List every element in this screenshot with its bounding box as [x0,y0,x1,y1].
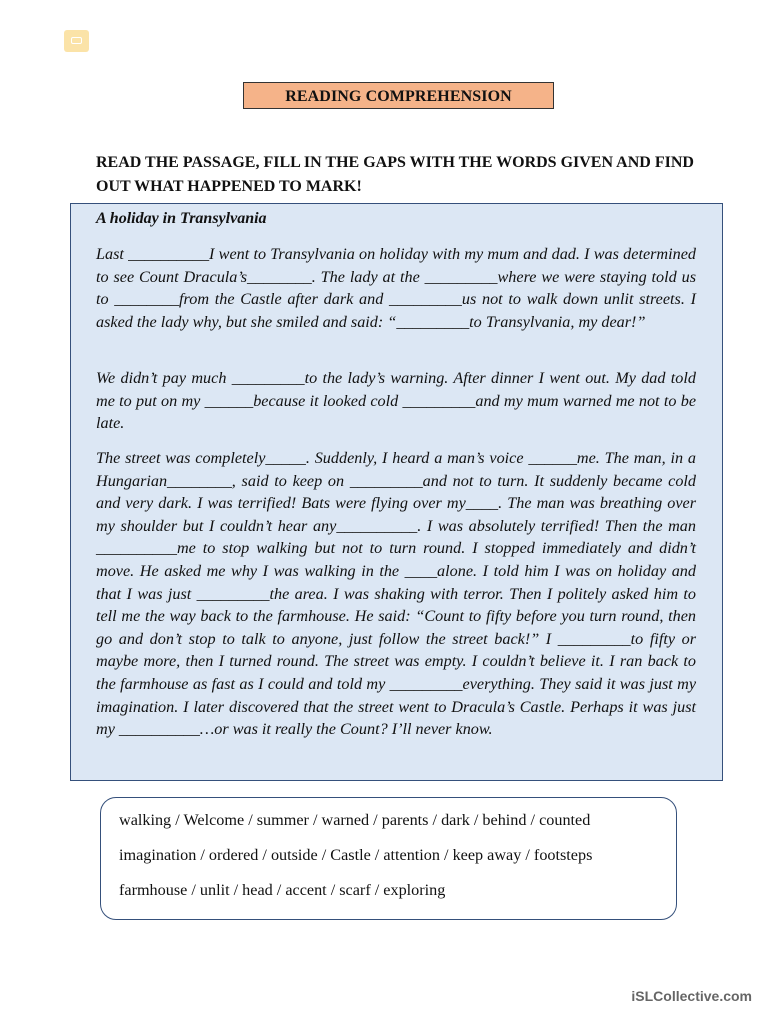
word-bank-line-1: walking / Welcome / summer / warned / parents / dark / behind / counted [119,811,591,829]
instructions: READ THE PASSAGE, FILL IN THE GAPS WITH THE WORDS GIVEN AND FIND OUT WHAT HAPPENED TO MARK! [96,154,694,195]
worksheet-title: READING COMPREHENSION [243,82,554,109]
passage-paragraph-3: The street was completely_____. Suddenly, I heard a man’s voice ______me. The man, in a Hungarian________, said to keep on _________and not to turn. It suddenly became cold and very dark. I was terrified! Bats were flying over my____. The man was breathing over my shoulder but I couldn’t hear any__________. I was absolutely terrified! Then the man __________me to stop walking but not to turn round. I stopped immediately and didn’t move. He asked me why I was walking in the ____alone. I told him I was on holiday and that I was just _________the area. I was shaking with terror. Then I politely asked him to tell me the way back to the farmhouse. He said: “Count to fifty before you turn round, then go and don’t stop to talk to anyone, just follow the street back!” I _________to fifty or maybe more, then I turned round. The street was empty. I couldn’t believe it. I ran back to the farmhouse as fast as I could and told my _________everything. They said it was just my imagination. I later discovered that the street went to Dracula’s Castle. Perhaps it was just my __________…or was it really the Count? I’ll never know. [96,449,696,739]
passage-paragraph-2: We didn’t pay much _________to the lady’s warning. After dinner I went out. My dad told me to put on my ______because it looked cold _________and my mum warned me not to be late. [96,369,696,433]
watermark: iSLCollective.com [631,988,752,1004]
passage-title: A holiday in Transylvania [96,210,267,227]
passage-paragraph-1: Last __________I went to Transylvania on holiday with my mum and dad. I was determined to see Count Dracula’s________. The lady at the _________where we were staying told us to ________from the Castle after dark and _________us not to walk down unlit streets. I asked the lady why, but she smiled and said: “_________to Transylvania, my dear!” [96,245,696,331]
comment-icon [64,30,89,52]
word-bank-line-2: imagination / ordered / outside / Castle / attention / keep away / footsteps [119,846,593,864]
word-bank-line-3: farmhouse / unlit / head / accent / scarf / exploring [119,881,446,899]
